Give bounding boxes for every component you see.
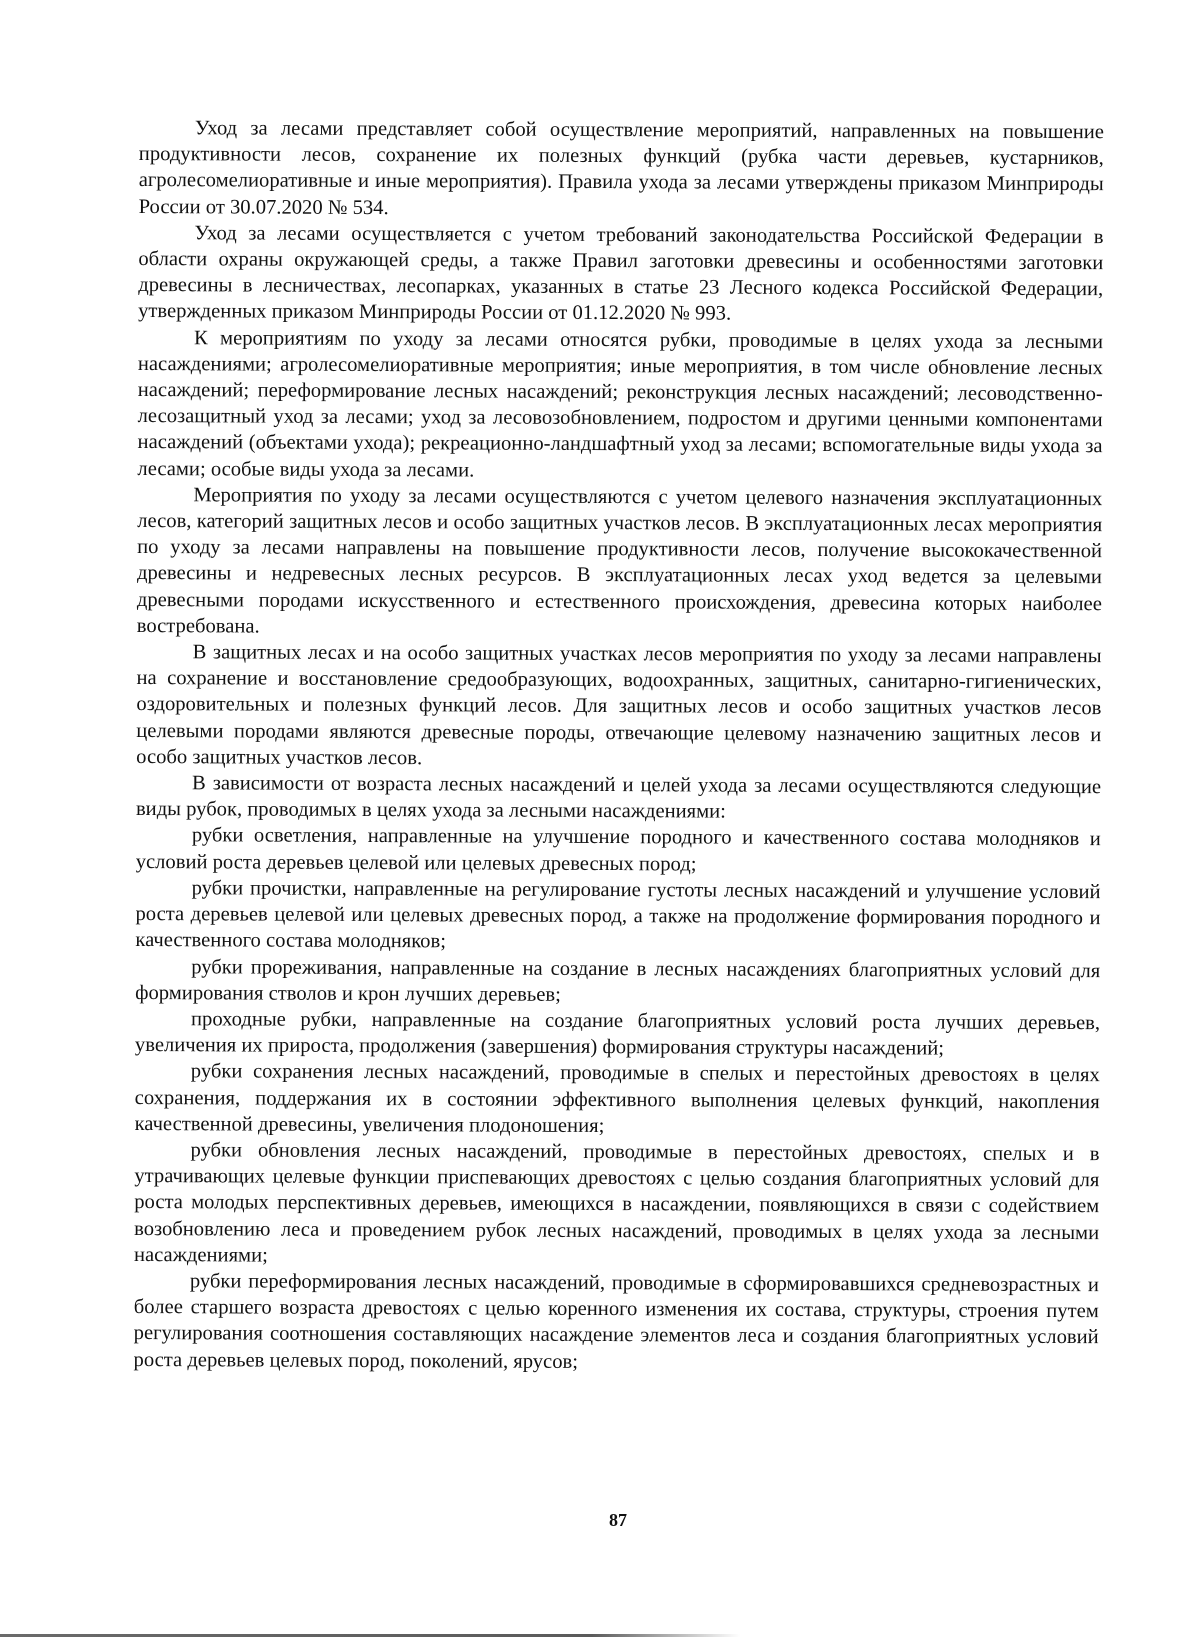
list-item-reformation-cuttings: рубки переформирования лесных насаждений, проводимые в сформировавшихся средневозрастных и более старшего возраста древостоях с целью коренного изменения их состава, структуры, строения путем регулирования соотношения составляющих насаждение элементов леса и создания благоприятных условий роста деревьев целевых пород, поколений, ярусов;: [133, 1270, 1099, 1373]
list-item-preservation-cuttings: рубки сохранения лесных насаждений, проводимые в спелых и перестойных древостоях в целях сохранения, поддержания их в состоянии эффективного выполнения целевых функций, накопления качественной древесины, увеличения плодоношения;: [134, 1060, 1100, 1137]
body-text: [134, 115, 1104, 1377]
list-item-thinning-cuttings: рубки прореживания, направленные на создание в лесных насаждениях благоприятных условий для формирования стволов и крон лучших деревьев;: [135, 955, 1101, 1006]
list-item-passage-cuttings: проходные рубки, направленные на создание благоприятных условий роста лучших деревьев, увеличения их прироста, продолжения (завершения) формирования структуры насаждений;: [134, 1008, 1101, 1060]
paragraph-protective-forests: В защитных лесах и на особо защитных участках лесов мероприятия по уходу за лесами направлены на сохранение и восстановление средообразующих, водоохранных, защитных, санитарно-гигиенических, оздоровительных и полезных функций лесов. Для защитных лесов и особо защитных участков лесов целевыми породами являются древесные породы, отвечающие целевому назначению защитных лесов и особо защитных участков лесов.: [136, 641, 1102, 770]
list-item-cleaning-cuttings: рубки прочистки, направленные на регулирование густоты лесных насаждений и улучшение условий роста деревьев целевой или целевых древесных пород, а также на продолжение формирования породного и качественного состава молодняков;: [135, 877, 1101, 953]
paragraph-forest-care-definition: Уход за лесами представляет собой осуществление мероприятий, направленных на повышение продуктивности лесов, сохранение их полезных функций (рубка части деревьев, кустарников, агролесомелиоративные и иные мероприятия). Правила ухода за лесами утверждены приказом Минприроды России от 30.07.2020 № 534.: [138, 117, 1104, 219]
paragraph-care-measures-list: К мероприятиям по уходу за лесами относятся рубки, проводимые в целях ухода за лесными насаждениями; агролесомелиоративные мероприятия; иные мероприятия, в том числе обновление лесных насаждений; переформирование лесных насаждений; реконструкция лесных насаждений; лесоводственно-лесозащитный уход за лесами; уход за лесовозобновлением, подростом и другими ценными компонентами насаждений (объектами ухода); рекреационно-ландшафтный уход за лесами; вспомогательные виды ухода за лесами; особые виды ухода за лесами.: [137, 326, 1104, 482]
page-number: 87: [609, 1510, 627, 1530]
list-item-clearing-cuttings: рубки осветления, направленные на улучшение породного и качественного состава молодняков и условий роста деревьев целевой или целевых древесных пород;: [135, 824, 1101, 876]
scan-edge-line: [0, 1634, 740, 1637]
list-item-renewal-cuttings: рубки обновления лесных насаждений, проводимые в перестойных древостоях, спелых и в утрачивающих целевые функции приспевающих древостоях с целью создания благоприятных условий для роста молодых перспективных деревьев, имеющихся в насаждении, появляющихся в связи с содействием возобновлению леса и проведением рубок лесных насаждений, проводимых в целях ухода за лесными насаждениями;: [133, 1139, 1100, 1267]
paragraph-legal-basis: Уход за лесами осуществляется с учетом требований законодательства Российской Федерации в области охраны окружающей среды, а также Правил заготовки древесины и особенностями заготовки древесины в лесничествах, лесопарках, указанных в статье 23 Лесного кодекса Российской Федерации, утвержденных приказом Минприроды России от 01.12.2020 № 993.: [138, 222, 1104, 326]
paragraph-exploitation-forests: Мероприятия по уходу за лесами осуществляются с учетом целевого назначения эксплуатационных лесов, категорий защитных лесов и особо защитных участков лесов. В эксплуатационных лесах мероприятия по уходу за лесами направлены на повышение продуктивности лесов, получение высококачественной древесины и недревесных лесных ресурсов. В эксплуатационных лесах уход ведется за целевыми древесными породами искусственного и естественного происхождения, древесина которых наиболее востребована.: [136, 484, 1103, 638]
paragraph-cutting-types-intro: В зависимости от возраста лесных насаждений и целей ухода за лесами осуществляются следующие виды рубок, проводимых в целях ухода за лесными насаждениями:: [135, 772, 1102, 823]
